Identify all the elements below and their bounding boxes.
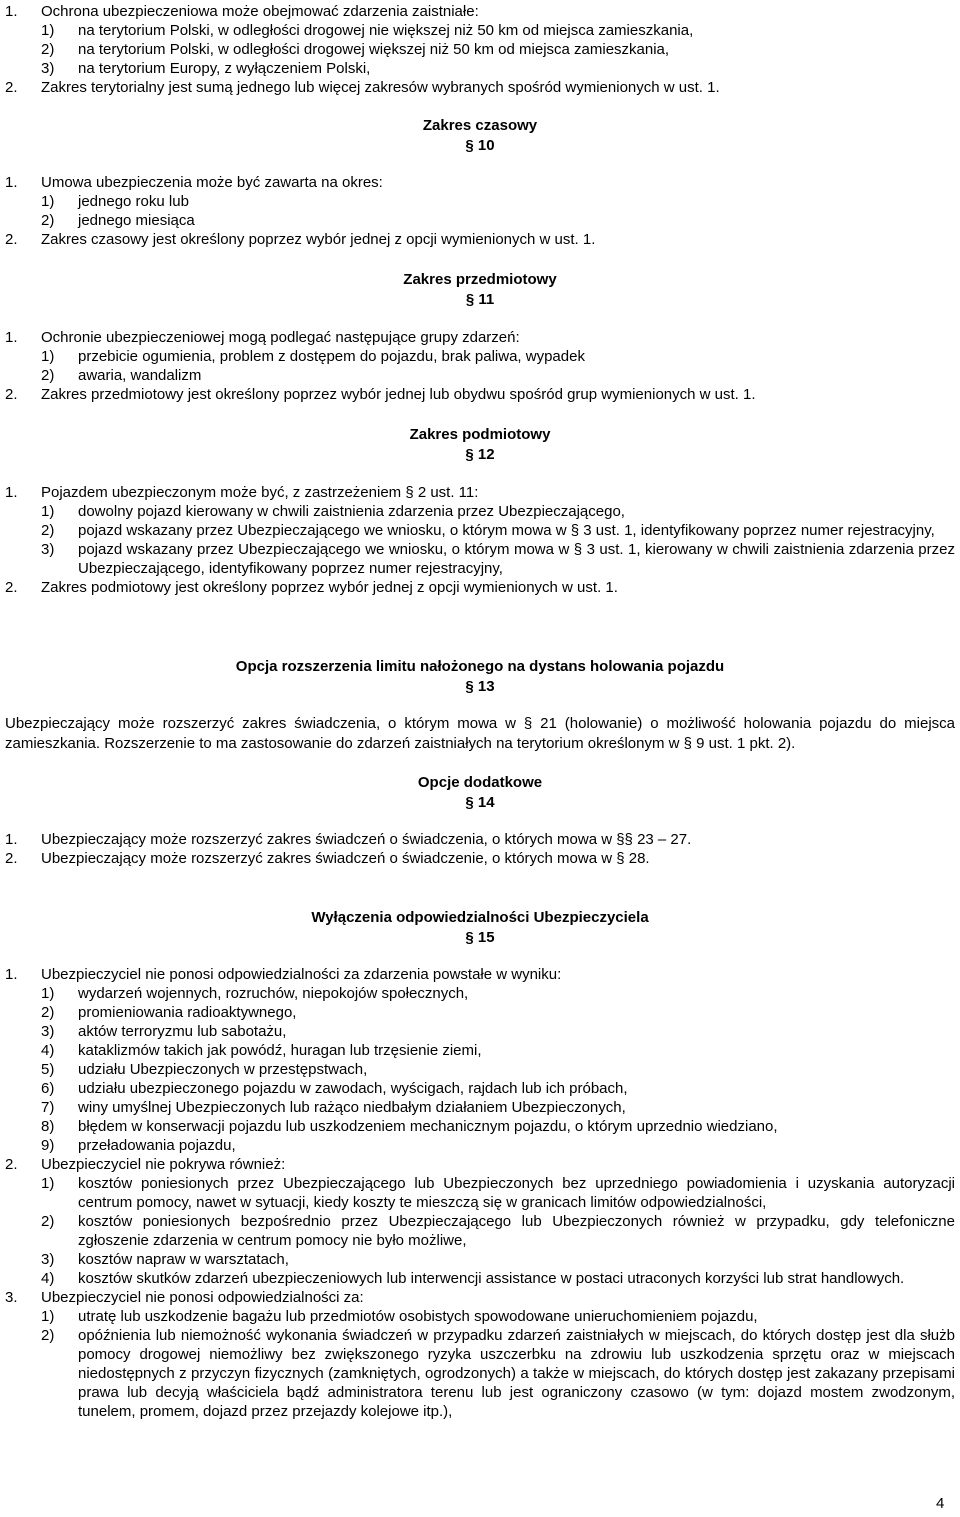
sub-item (5, 59, 955, 78)
section-title: Opcja rozszerzenia limitu nałożonego na dystans holowania pojazdu (235, 658, 725, 675)
sub-item-text: na terytorium Polski, w odległości drogowej większej niż 50 km od miejsca zamieszkania, (78, 41, 670, 58)
item-text: Ubezpieczyciel nie ponosi odpowiedzialności za zdarzenia powstałe w wyniku: (41, 966, 562, 983)
sub-item (5, 1079, 955, 1098)
section-title: Zakres czasowy (422, 117, 538, 134)
section-15-body (5, 965, 955, 1421)
sub-item-text: kataklizmów takich jak powódź, huragan lub trzęsienie ziemi, (78, 1042, 482, 1059)
sub-item (5, 1098, 955, 1117)
sub-item (5, 21, 955, 40)
section-number: § 12 (465, 446, 495, 463)
item-text: Pojazdem ubezpieczonym może być, z zastrzeżeniem § 2 ust. 11: (41, 484, 479, 501)
item-text: Ochronie ubezpieczeniowej mogą podlegać następujące grupy zdarzeń: (41, 329, 520, 346)
sub-item (5, 1307, 955, 1326)
sub-item-text: awaria, wandalizm (78, 367, 202, 384)
numbered-item (5, 849, 955, 868)
sub-item-text: utratę lub uszkodzenie bagażu lub przedmiotów osobistych spowodowane unieruchomieniem pojazdu, (78, 1308, 758, 1325)
item-number: 1. (5, 3, 18, 20)
sub-item-text: winy umyślnej Ubezpieczonych lub rażąco niedbałym działaniem Ubezpieczonych, (78, 1099, 626, 1116)
item-text: Ubezpieczający może rozszerzyć zakres świadczeń o świadczenia, o których mowa w §§ 23 – 27. (41, 831, 692, 848)
sub-item (5, 1326, 955, 1421)
sub-item-text: aktów terroryzmu lub sabotażu, (78, 1023, 287, 1040)
sub-item-number: 3) (41, 541, 55, 558)
section-9-body (5, 2, 955, 97)
item-text: Ubezpieczyciel nie pokrywa również: (41, 1156, 286, 1173)
section-number: § 13 (465, 678, 495, 695)
sub-item-number: 2) (41, 522, 55, 539)
sub-item-number: 3) (41, 1251, 55, 1268)
numbered-item (5, 230, 955, 249)
item-number: 1. (5, 966, 18, 983)
sub-item-text: pojazd wskazany przez Ubezpieczającego we wniosku, o którym mowa w § 3 ust. 1, identyfikowany poprzez numer rejestracyjny, (78, 522, 935, 539)
sub-item-number: 3) (41, 1023, 55, 1040)
sub-item-number: 4) (41, 1042, 55, 1059)
sub-item (5, 347, 955, 366)
sub-item-text: udziału Ubezpieczonych w przestępstwach, (78, 1061, 368, 1078)
section-12-body (5, 483, 955, 597)
numbered-item (5, 578, 955, 597)
sub-item (5, 1212, 955, 1250)
sub-item (5, 366, 955, 385)
sub-item-text: kosztów napraw w warsztatach, (78, 1251, 289, 1268)
section-11-body (5, 328, 955, 404)
sub-item (5, 521, 955, 540)
item-number: 1. (5, 174, 18, 191)
numbered-item (5, 2, 955, 21)
item-number: 2. (5, 579, 18, 596)
item-number: 2. (5, 850, 18, 867)
numbered-item (5, 1155, 955, 1174)
sub-item-number: 1) (41, 985, 55, 1002)
section-title: Opcje dodatkowe (417, 774, 543, 791)
sub-item-text: wydarzeń wojennych, rozruchów, niepokojów społecznych, (78, 985, 469, 1002)
sub-item (5, 1269, 955, 1288)
item-text: Zakres czasowy jest określony poprzez wybór jednej z opcji wymienionych w ust. 1. (41, 231, 596, 248)
item-text: Zakres przedmiotowy jest określony poprzez wybór jednej lub obydwu spośród grup wymienionych w ust. 1. (41, 386, 756, 403)
sub-item-number: 9) (41, 1137, 55, 1154)
numbered-item (5, 78, 955, 97)
sub-item-text: jednego roku lub (78, 193, 189, 210)
sub-item-number: 6) (41, 1080, 55, 1097)
item-text: Zakres podmiotowy jest określony poprzez wybór jednej z opcji wymienionych w ust. 1. (41, 579, 618, 596)
sub-item-text: udziału ubezpieczonego pojazdu w zawodach, wyścigach, rajdach lub ich próbach, (78, 1080, 628, 1097)
section-number: § 14 (465, 794, 495, 811)
sub-item-number: 4) (41, 1270, 55, 1287)
section-title: Wyłączenia odpowiedzialności Ubezpieczyciela (311, 909, 649, 926)
item-number: 2. (5, 231, 18, 248)
item-number: 1. (5, 831, 18, 848)
sub-item (5, 211, 955, 230)
section-title: Zakres przedmiotowy (403, 271, 557, 288)
item-text: Ubezpieczający może rozszerzyć zakres świadczeń o świadczenie, o których mowa w § 28. (41, 850, 650, 867)
sub-item (5, 1117, 955, 1136)
sub-item-number: 2) (41, 41, 55, 58)
section-10-body (5, 173, 955, 249)
sub-item-number: 1) (41, 193, 55, 210)
sub-item-number: 1) (41, 22, 55, 39)
sub-item-number: 7) (41, 1099, 55, 1116)
section-number: § 10 (465, 137, 495, 154)
sub-item-number: 2) (41, 212, 55, 229)
numbered-item (5, 1288, 955, 1307)
sub-item (5, 1250, 955, 1269)
sub-item-text: na terytorium Europy, z wyłączeniem Polski, (78, 60, 371, 77)
sub-item (5, 1136, 955, 1155)
item-text: Ubezpieczyciel nie ponosi odpowiedzialności za: (41, 1289, 364, 1306)
item-number: 2. (5, 386, 18, 403)
sub-item-number: 8) (41, 1118, 55, 1135)
sub-item-text: pojazd wskazany przez Ubezpieczającego we wniosku, o którym mowa w § 3 ust. 1, kierowany w chwili zaistnienia zdarzenia przez Ubezpieczającego, identyfikowany poprzez numer rejestracyjny, (78, 541, 955, 577)
sub-item-number: 2) (41, 367, 55, 384)
section-14-body (5, 830, 955, 868)
sub-item-number: 3) (41, 60, 55, 77)
sub-item-text: kosztów poniesionych bezpośrednio przez Ubezpieczającego lub Ubezpieczonych również w przypadku, gdy telefoniczne zgłoszenie zdarzenia w centrum pomocy nie było możliwe, (78, 1213, 955, 1249)
sub-item-text: kosztów skutków zdarzeń ubezpieczeniowych lub interwencji assistance w postaci utraconych korzyści lub strat handlowych. (78, 1270, 905, 1287)
sub-item-number: 2) (41, 1213, 55, 1230)
sub-item-text: na terytorium Polski, w odległości drogowej nie większej niż 50 km od miejsca zamieszkania, (78, 22, 694, 39)
item-number: 2. (5, 79, 18, 96)
sub-item (5, 1003, 955, 1022)
section-number: § 11 (465, 291, 495, 308)
sub-item-number: 1) (41, 348, 55, 365)
item-number: 1. (5, 484, 18, 501)
page-number: 4 (936, 1495, 945, 1512)
numbered-item (5, 328, 955, 347)
sub-item-text: jednego miesiąca (78, 212, 195, 229)
sub-item-number: 2) (41, 1004, 55, 1021)
sub-item (5, 984, 955, 1003)
sub-item-number: 1) (41, 503, 55, 520)
sub-item-text: błędem w konserwacji pojazdu lub uszkodzeniem mechanicznym pojazdu, o którym uprzednio wiedziano, (78, 1118, 778, 1135)
sub-item-text: dowolny pojazd kierowany w chwili zaistnienia zdarzenia przez Ubezpieczającego, (78, 503, 625, 520)
item-text: Ochrona ubezpieczeniowa może obejmować zdarzenia zaistniałe: (41, 3, 479, 20)
sub-item-text: przebicie ogumienia, problem z dostępem do pojazdu, brak paliwa, wypadek (78, 348, 585, 365)
section-number: § 15 (465, 929, 495, 946)
sub-item-number: 2) (41, 1327, 55, 1344)
numbered-item (5, 173, 955, 192)
sub-item (5, 1174, 955, 1212)
numbered-item (5, 483, 955, 502)
sub-item (5, 1022, 955, 1041)
item-number: 1. (5, 329, 18, 346)
sub-item (5, 540, 955, 578)
sub-item-text: opóźnienia lub niemożność wykonania świadczeń w przypadku zdarzeń zaistniałych w miejscach, do których dostęp jest dla służb pomocy drogowej niemożliwy bez zwiększonego ryzyka uszczerbku na zdrowiu lub uszkodzenia sprzętu oraz w miejscach niedostępnych z przyczyn fizycznych (zamkniętych, ogrodzonych) a także w miejscach, do których dostęp jest zakazany przepisami prawa lub decyją właściciela bądź administratora terenu lub jest ograniczony czasowo (w tym: dojazd mostem zwodzonym, tunelem, promem, dojazd przez przejazdy kolejowe itp.), (78, 1327, 955, 1420)
section-title: Zakres podmiotowy (409, 426, 551, 443)
item-text: Zakres terytorialny jest sumą jednego lub więcej zakresów wybranych spośród wymienionych w ust. 1. (41, 79, 720, 96)
sub-item (5, 40, 955, 59)
sub-item-text: promieniowania radioaktywnego, (78, 1004, 297, 1021)
section-13-paragraph: Ubezpieczający może rozszerzyć zakres świadczenia, o którym mowa w § 21 (holowanie) o możliwość holowania pojazdu do miejsca zamieszkania. Rozszerzenie to ma zastosowanie do zdarzeń zaistniałych na terytorium określonym w § 9 ust. 1 pkt. 2). (5, 715, 955, 752)
item-number: 2. (5, 1156, 18, 1173)
sub-item-number: 5) (41, 1061, 55, 1078)
sub-item (5, 192, 955, 211)
sub-item-number: 1) (41, 1308, 55, 1325)
sub-item-text: przeładowania pojazdu, (78, 1137, 236, 1154)
item-number: 3. (5, 1289, 18, 1306)
item-text: Umowa ubezpieczenia może być zawarta na okres: (41, 174, 383, 191)
numbered-item (5, 830, 955, 849)
sub-item (5, 1041, 955, 1060)
numbered-item (5, 385, 955, 404)
sub-item (5, 502, 955, 521)
numbered-item (5, 965, 955, 984)
sub-item-text: kosztów poniesionych przez Ubezpieczającego lub Ubezpieczonych bez uprzedniego powiadomienia i uzyskania autoryzacji centrum pomocy, nawet w sytuacji, kiedy koszty te mieszczą się w granicach limitów odpowiedzialności, (78, 1175, 955, 1211)
sub-item (5, 1060, 955, 1079)
sub-item-number: 1) (41, 1175, 55, 1192)
